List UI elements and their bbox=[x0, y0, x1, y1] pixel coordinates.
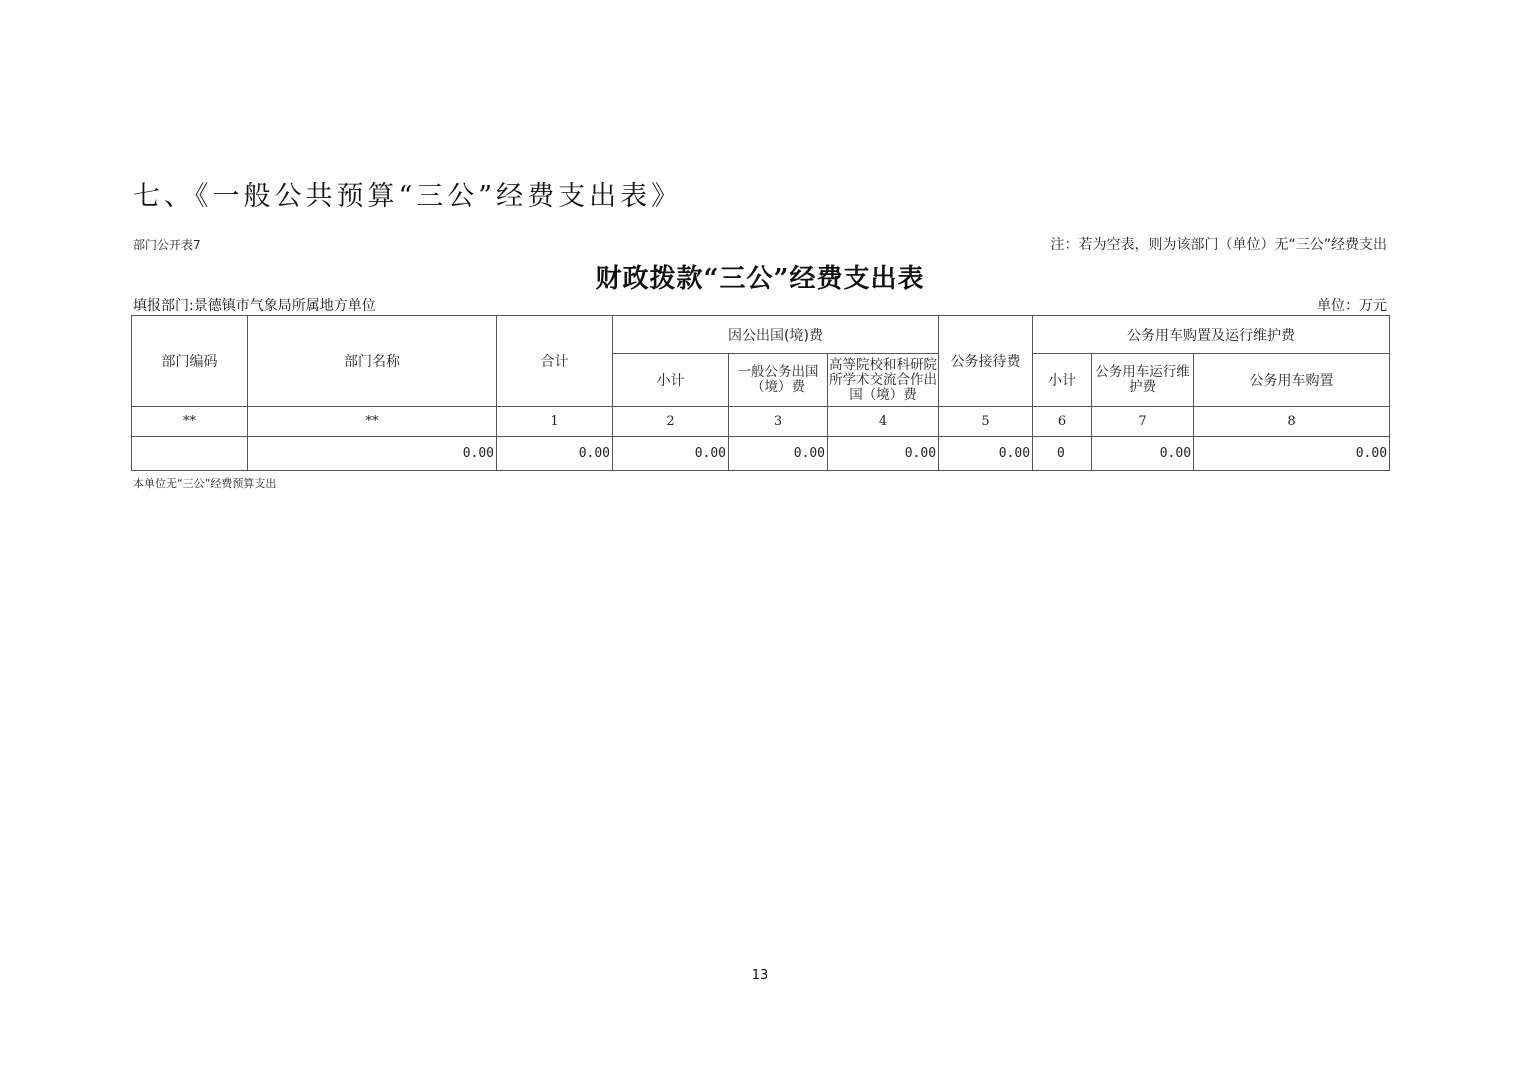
header-abroad-group: 因公出国(境)费 bbox=[613, 316, 939, 354]
header-vehicle-operation: 公务用车运行维护费 bbox=[1092, 354, 1194, 407]
index-cell: 4 bbox=[828, 407, 939, 437]
data-cell-vehicle-purchase: 0.00 bbox=[1194, 437, 1390, 471]
data-cell-vehicle-subtotal: 0 bbox=[1033, 437, 1092, 471]
sangong-expense-table bbox=[131, 315, 1390, 471]
unit-label: 单位：万元 bbox=[1317, 298, 1387, 314]
data-cell-abroad-subtotal: 0.00 bbox=[613, 437, 729, 471]
index-cell: 6 bbox=[1033, 407, 1092, 437]
header-vehicle-subtotal: 小计 bbox=[1033, 354, 1092, 407]
footnote: 本单位无“三公”经费预算支出 bbox=[133, 477, 277, 490]
data-cell-vehicle-operation: 0.00 bbox=[1092, 437, 1194, 471]
empty-table-note: 注：若为空表，则为该部门（单位）无“三公”经费支出 bbox=[1050, 237, 1387, 253]
index-cell: 3 bbox=[729, 407, 828, 437]
index-cell: 8 bbox=[1194, 407, 1390, 437]
index-cell: 1 bbox=[497, 407, 613, 437]
header-reception: 公务接待费 bbox=[939, 316, 1033, 407]
data-cell-dept-name: 0.00 bbox=[248, 437, 497, 471]
index-cell: 7 bbox=[1092, 407, 1194, 437]
index-cell: 2 bbox=[613, 407, 729, 437]
index-row bbox=[132, 407, 1390, 437]
header-abroad-subtotal: 小计 bbox=[613, 354, 729, 407]
data-cell-abroad-general: 0.00 bbox=[729, 437, 828, 471]
section-heading: 七、《一般公共预算“三公”经费支出表》 bbox=[133, 181, 683, 212]
index-cell: 5 bbox=[939, 407, 1033, 437]
form-label: 部门公开表7 bbox=[133, 238, 201, 252]
index-cell: ** bbox=[132, 407, 248, 437]
index-cell: ** bbox=[248, 407, 497, 437]
data-cell-total: 0.00 bbox=[497, 437, 613, 471]
data-cell-abroad-academic: 0.00 bbox=[828, 437, 939, 471]
table-title: 财政拨款“三公”经费支出表 bbox=[595, 264, 925, 294]
header-total: 合计 bbox=[497, 316, 613, 407]
page-number: 13 bbox=[751, 968, 769, 983]
header-row-1 bbox=[132, 316, 1390, 354]
data-cell-reception: 0.00 bbox=[939, 437, 1033, 471]
header-dept-code: 部门编码 bbox=[132, 316, 248, 407]
header-abroad-general: 一般公务出国（境）费 bbox=[729, 354, 828, 407]
fill-department: 填报部门:景德镇市气象局所属地方单位 bbox=[133, 298, 376, 314]
header-dept-name: 部门名称 bbox=[248, 316, 497, 407]
header-abroad-academic: 高等院校和科研院所学术交流合作出国（境）费 bbox=[828, 354, 939, 407]
header-vehicle-group: 公务用车购置及运行维护费 bbox=[1033, 316, 1390, 354]
header-vehicle-purchase: 公务用车购置 bbox=[1194, 354, 1390, 407]
data-row bbox=[132, 437, 1390, 471]
data-cell-dept-code bbox=[132, 437, 248, 471]
